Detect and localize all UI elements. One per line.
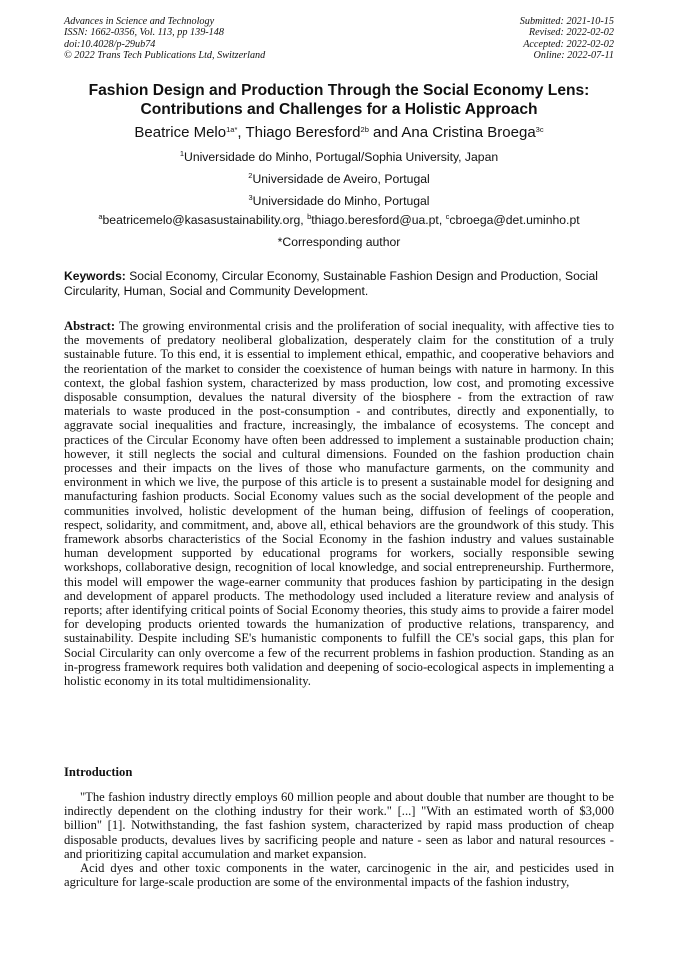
title-line-2: Contributions and Challenges for a Holistic Approach <box>140 101 538 118</box>
affiliation-1 <box>40 150 638 165</box>
affiliation-text: Universidade de Aveiro, Portugal <box>252 172 430 186</box>
introduction-paragraph-2: Acid dyes and other toxic components in the water, carcinogenic in the air, and pesticides used in agriculture for large-scale production are some of the environmental impacts of the fashion industry, <box>64 861 614 890</box>
author-sup: 1a* <box>226 125 238 134</box>
author-sup: 2b <box>360 125 369 134</box>
date-accepted: Accepted: 2022-02-02 <box>523 38 614 50</box>
journal-doi: doi:10.4028/p-29ub74 <box>64 38 156 50</box>
affiliation-sup: 1 <box>179 149 185 158</box>
date-revised: Revised: 2022-02-02 <box>528 27 614 39</box>
journal-info <box>64 16 265 62</box>
corresponding-author-note: *Corresponding author <box>277 235 401 249</box>
email-link[interactable]: thiago.beresford@ua.pt <box>311 213 439 227</box>
affiliation-sup: 3 <box>248 193 253 202</box>
author-sup: 3c <box>535 125 544 134</box>
journal-name: Advances in Science and Technology <box>64 16 215 27</box>
date-online: Online: 2022-07-11 <box>533 50 614 62</box>
introduction-paragraph-1: "The fashion industry directly employs 60 million people and about double that number are thought to be indirectly dependent on the clothing industry for their work." [...] "With an estimated worth of $3,000 billion" [1]. Notwithstanding, the fast fashion system, characterized by rapid mass production of cheap disposable products, devalues lives by sacrificing people and nature - seen as labor and natural resources - and prioritizing capital accumulation and market expansion. <box>64 790 614 861</box>
email-sup: a <box>98 212 103 221</box>
keywords-text: Social Economy, Circular Economy, Sustainable Fashion Design and Production, Social Circularity, Human, Social and Community Development. <box>64 269 598 299</box>
abstract-section <box>64 319 614 688</box>
email-sep: , <box>300 213 308 227</box>
affiliation-text: Universidade do Minho, Portugal <box>252 194 430 208</box>
author-list <box>40 124 638 142</box>
keywords-label: Keywords: <box>64 269 126 283</box>
affiliation-text: Universidade do Minho, Portugal/Sophia University, Japan <box>184 150 499 164</box>
author-name: Thiago Beresford <box>245 124 361 141</box>
email-sup: b <box>307 212 312 221</box>
author-name: Ana Cristina Broega <box>401 124 536 141</box>
affiliation-2 <box>40 172 638 187</box>
journal-copyright: © 2022 Trans Tech Publications Ltd, Switzerland <box>64 50 266 62</box>
introduction-heading: Introduction <box>64 765 133 779</box>
author-sep: and <box>368 124 402 141</box>
email-sep: , <box>438 213 446 227</box>
title-line-1: Fashion Design and Production Through the Social Economy Lens: <box>88 82 590 99</box>
email-link[interactable]: beatricemelo@kasasustainability.org <box>102 213 301 227</box>
journal-issn: ISSN: 1662-0356, Vol. 113, pp 139-148 <box>64 27 224 39</box>
email-link[interactable]: cbroega@det.uminho.pt <box>449 213 580 227</box>
abstract-label: Abstract: <box>64 319 116 333</box>
affiliation-sup: 2 <box>248 171 253 180</box>
date-submitted: Submitted: 2021-10-15 <box>519 16 614 27</box>
email-sup: c <box>445 212 450 221</box>
paper-title <box>40 81 638 119</box>
submission-dates <box>520 16 614 62</box>
author-sep: , <box>237 124 246 141</box>
author-name: Beatrice Melo <box>134 124 227 141</box>
keywords-section <box>64 269 616 300</box>
author-emails <box>40 213 638 228</box>
abstract-text: The growing environmental crisis and the proliferation of social inequality, with affective ties to the movements of predatory neoliberal globalization, desperately claim for the constitution of a truly sustainable future. To this end, it is essential to implement ethical, empathic, and cooperative behaviors and the reorientation of the market to consider the coexistence of human beings with nature in harmony. In this context, the global fashion system, characterized by mass production, low cost, and promoting excessive disposable consumption, devalues the natural diversity of the biosphere - from the extraction of raw materials to waste produced in the post-consumption - and contributes, directly and exponentially, to aggravate social inequalities and fracture, increasingly, the imbalance of ecosystems. The concept and practices of the Circular Economy have often been addressed to implement a sustainable production chain; however, it still neglects the social and cultural dimensions. Founded on the fashion production chain processes and their impacts on the lives of those who manufacture garments, on the community and environment in which we live, the purpose of this article is to present a sustainable model for designing and manufacturing fashion products. Social Economy values such as the social development of the people and communities involved, holistic development of the human being, diffusion of feelings of cooperation, respect, solidarity, and commitment, and, above all, ethical behaviors are the groundwork of this study. This framework absorbs characteristics of the Social Economy in the fashion industry and values sustainable human development supported by educational programs for workers, socially responsible sewing workshops, collaborative design, recognition of local knowledge, and social entrepreneurship. Furthermore, this model will empower the wage-earner community that produces fashion by participating in the design and development of apparel products. The methodology used included a literature review and analysis of reports; after identifying critical points of Social Economy theories, this study aims to provide a fairer model for developing products oriented towards the humanization of productive relations, transparency, and sustainability. Despite including SE's humanistic components to fulfill the CE's social gaps, this plan for Social Circularity can only overcome a few of the recurrent problems in fashion production. Standing as an in-progress framework requires both validation and deepening of socio-ecological aspects in implementing a holistic economy in its total multidimensionality. <box>64 319 614 689</box>
affiliation-3 <box>40 194 638 209</box>
